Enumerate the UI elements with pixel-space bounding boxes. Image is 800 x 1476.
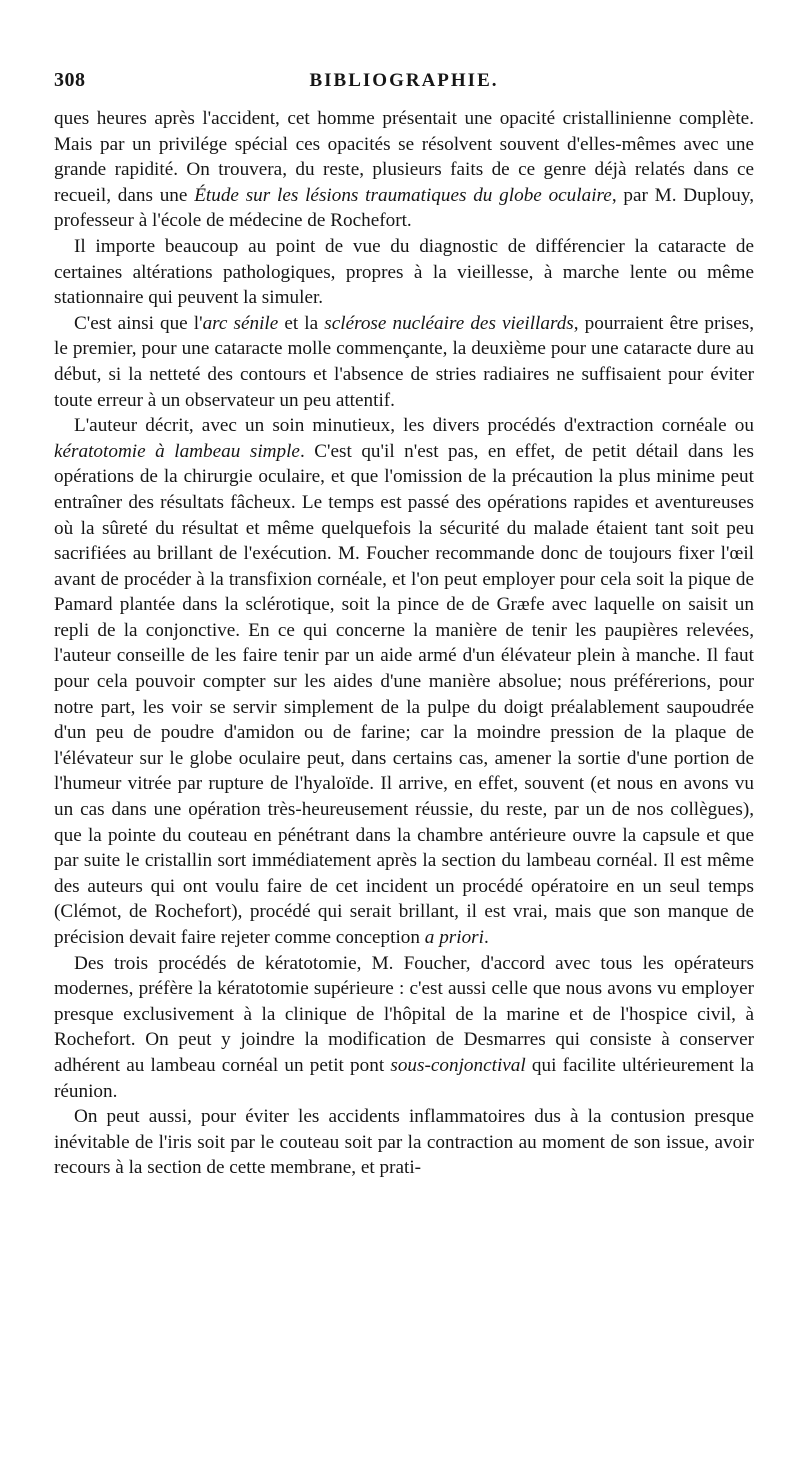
paragraph (54, 1104, 754, 1181)
page-header (54, 62, 754, 96)
italic-term: kératotomie à lambeau simple (54, 440, 300, 462)
paragraph-text: , pourraient être prises, le premier, pour une cataracte molle commençante, la deuxième pour une cataracte dure au début, si la netteté des contours et l'absence de stries radiaires ne suffisaient pour éviter toute erreur à un observateur un peu attentif. (54, 312, 754, 411)
running-head: BIBLIOGRAPHIE. (309, 70, 499, 91)
paragraph (54, 951, 754, 1105)
italic-title: Étude sur les lésions traumatiques du globe oculaire (194, 184, 612, 206)
paragraph-text: Il importe beaucoup au point de vue du diagnostic de différencier la cataracte de certaines altérations pathologiques, propres à la vieillesse, à marche lente ou même stationnaire qui peuvent la simuler. (54, 235, 754, 309)
paragraph (54, 311, 754, 413)
paragraph (54, 234, 754, 311)
paragraph-text: qui facilite ultérieurement la réunion. (54, 1054, 754, 1102)
paragraph-text: C'est ainsi que l' (74, 312, 203, 334)
paragraph-text: On peut aussi, pour éviter les accidents inflammatoires dus à la contusion presque inévitable de l'iris soit par le couteau soit par la contraction au moment de son issue, avoir recours à la section de cette membrane, et prati- (54, 1106, 754, 1179)
paragraph-text: ques heures après l'accident, cet homme présentait une opacité cristallinienne complète. Mais par un privilége spécial ces opacités se résolvent souvent d'elles-mêmes avec une grande rapidité. On trouvera, du reste, plusieurs faits de ce genre déjà relatés dans ce recueil, dans une (54, 108, 754, 206)
page-number: 308 (54, 69, 86, 91)
paragraph-text: . (483, 927, 489, 948)
italic-term: sous-conjonctival (390, 1054, 526, 1076)
italic-term: sclérose nucléaire des vieillards (324, 312, 574, 334)
paragraph-text: Des trois procédés de kératotomie, M. Foucher, d'accord avec tous les opérateurs modernes, préfère la kératotomie supérieure : c'est aussi celle que nous avons vu employer presque exclusivement à la clinique de l'hôpital de la marine et de l'hospice civil, à Rochefort. On peut y joindre la modification de Desmarres qui consiste à conserver adhérent au lambeau cornéal un petit pont (54, 952, 754, 1076)
italic-term: arc sénile (202, 312, 279, 334)
italic-term: a priori (424, 927, 484, 948)
paragraph (54, 413, 754, 950)
book-page (54, 62, 754, 1181)
paragraph (54, 106, 754, 234)
paragraph-text: , par M. Duplouy, professeur à l'école de médecine de Rochefort. (54, 184, 754, 232)
paragraph-text: . C'est qu'il n'est pas, en effet, de petit détail dans les opérations de la chirurgie oculaire, et que l'omission de la précaution la plus minime peut entraîner des résultats fâcheux. Le temps est passé des opérations rapides et aventureuses où la sûreté du résultat et même quelquefois la sécurité du malade étaient tant soit peu sacrifiées au brillant de l'exécution. M. Foucher recommande donc de toujours fixer l'œil avant de procéder à la transfixion cornéale, et l'on peut employer pour cela soit la pique de Pamard plantée dans la sclérotique, soit la pince de de Græfe avec laquelle on saisit un repli de la conjonctive. En ce qui concerne la manière de tenir les paupières relevées, l'auteur conseille de les faire tenir par un aide armé d'un élévateur plein à manche. Il faut pour cela pouvoir compter sur les aides d'une manière absolue; nous préférerions, pour notre part, les voir se servir simplement de la pulpe du doigt préalablement saupoudrée d'un peu de poudre d'amidon ou de farine; car la moindre pression de la plaque de l'élévateur sur le globe oculaire peut, dans certains cas, amener la sortie d'une portion de l'humeur vitrée par rupture de l'hyaloïde. Il arrive, en effet, souvent (et nous en avons vu un cas dans une opération très-heureusement réussie, du reste, par un de nos collègues), que la pointe du couteau en pénétrant dans la chambre antérieure ouvre la capsule et que par suite le cristallin sort immédiatement après la section du lambeau cornéal. Il est même des auteurs qui ont voulu faire de cet incident un procédé opératoire en un seul temps (Clémot, de Rochefort), procédé qui serait brillant, il est vrai, mais que son manque de précision devait faire rejeter comme conception (54, 440, 754, 948)
paragraph-text: L'auteur décrit, avec un soin minutieux, les divers procédés d'extraction cornéale ou (74, 415, 754, 437)
paragraph-text: et la (278, 312, 325, 334)
